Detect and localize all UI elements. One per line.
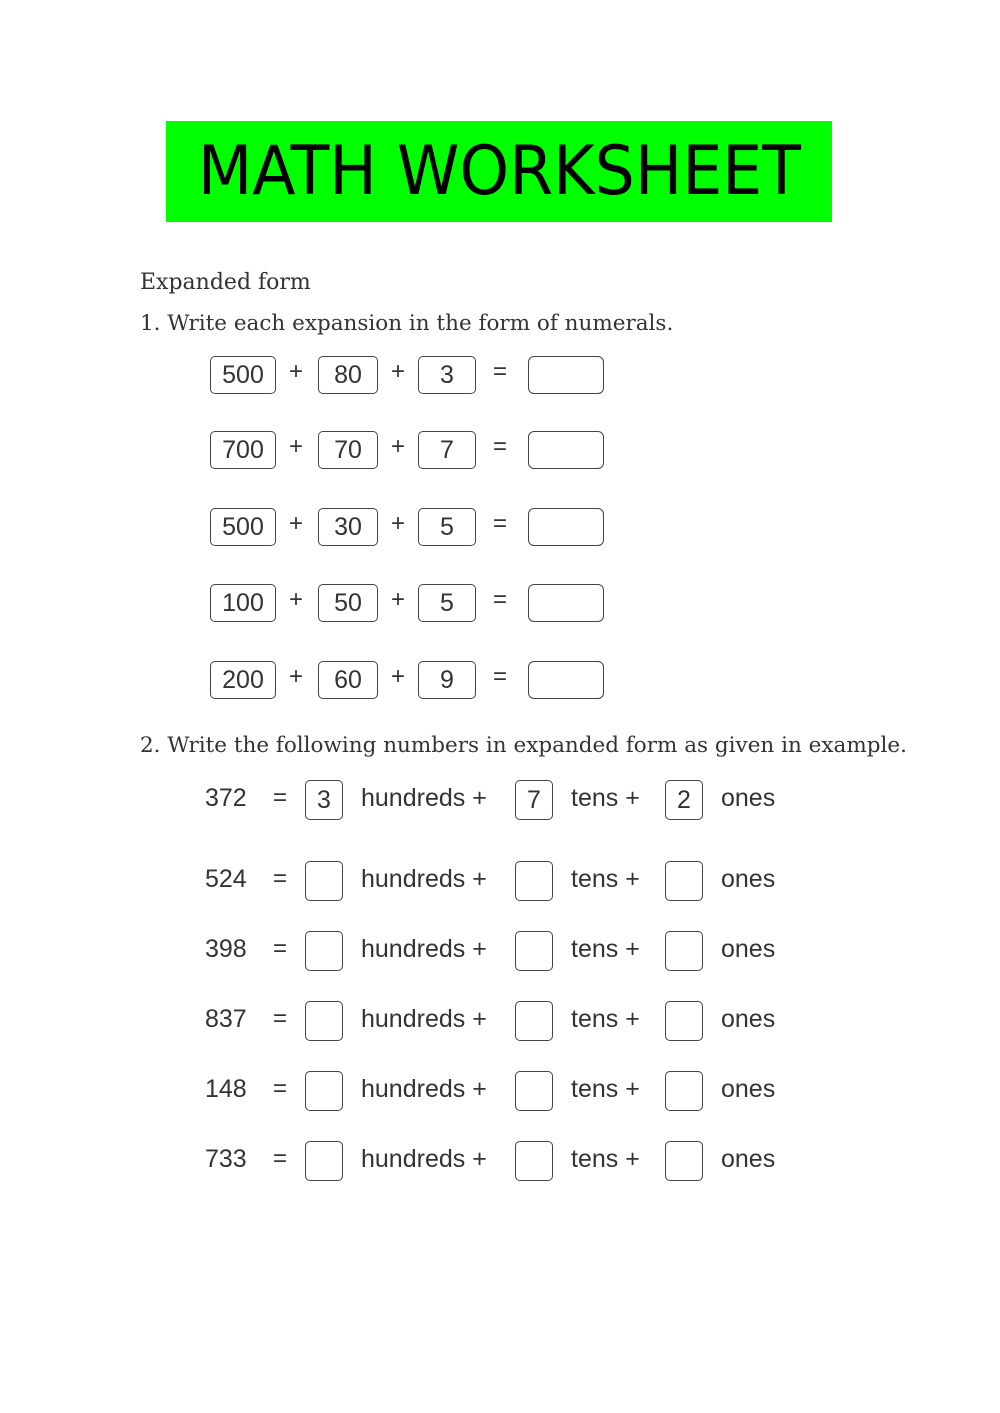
equals-sign: = xyxy=(492,586,507,613)
hundreds-input[interactable] xyxy=(305,861,343,901)
hundreds-value-box: 200 xyxy=(210,661,276,699)
expansion-row xyxy=(210,661,610,701)
answer-input[interactable] xyxy=(528,356,604,394)
ones-value-box: 5 xyxy=(418,584,476,622)
plus-sign: + xyxy=(288,510,303,537)
ones-input[interactable] xyxy=(665,780,703,820)
equals-sign: = xyxy=(492,510,507,537)
hundreds-input[interactable] xyxy=(305,931,343,971)
hundreds-value-box: 700 xyxy=(210,431,276,469)
expanded-form-row xyxy=(205,1001,825,1045)
expansion-row xyxy=(210,431,610,471)
plus-sign: + xyxy=(288,358,303,385)
ones-label: ones xyxy=(721,1005,776,1033)
answer-input[interactable] xyxy=(528,661,604,699)
tens-input[interactable] xyxy=(515,861,553,901)
ones-label: ones xyxy=(721,865,776,893)
hundreds-value-box: 500 xyxy=(210,508,276,546)
answer-input[interactable] xyxy=(528,431,604,469)
given-number: 837 xyxy=(205,1005,247,1033)
expanded-form-row xyxy=(205,861,825,905)
tens-label: tens + xyxy=(571,1145,640,1173)
answer-input[interactable] xyxy=(528,508,604,546)
ones-label: ones xyxy=(721,1075,776,1103)
expanded-form-row xyxy=(205,1141,825,1185)
tens-value-box: 50 xyxy=(318,584,378,622)
ones-input[interactable] xyxy=(665,1071,703,1111)
given-number: 524 xyxy=(205,865,247,893)
expansion-row xyxy=(210,356,610,396)
tens-input[interactable] xyxy=(515,1141,553,1181)
hundreds-value-box: 500 xyxy=(210,356,276,394)
hundreds-label: hundreds + xyxy=(361,1145,487,1173)
tens-label: tens + xyxy=(571,1005,640,1033)
tens-input[interactable] xyxy=(515,780,553,820)
given-number: 398 xyxy=(205,935,247,963)
tens-label: tens + xyxy=(571,784,640,812)
ones-value-box: 7 xyxy=(418,431,476,469)
plus-sign: + xyxy=(288,663,303,690)
expansion-row xyxy=(210,584,610,624)
tens-value-box: 70 xyxy=(318,431,378,469)
plus-sign: + xyxy=(390,433,405,460)
tens-label: tens + xyxy=(571,1075,640,1103)
ones-label: ones xyxy=(721,784,776,812)
question-2-instruction: 2. Write the following numbers in expanded form as given in example. xyxy=(140,733,907,758)
title-banner xyxy=(166,121,832,222)
tens-input[interactable] xyxy=(515,931,553,971)
given-number: 372 xyxy=(205,784,247,812)
ones-input[interactable] xyxy=(665,1001,703,1041)
plus-sign: + xyxy=(390,586,405,613)
tens-label: tens + xyxy=(571,865,640,893)
plus-sign: + xyxy=(390,663,405,690)
hundreds-label: hundreds + xyxy=(361,865,487,893)
equals-sign: = xyxy=(273,935,288,962)
equals-sign: = xyxy=(273,1145,288,1172)
given-number: 733 xyxy=(205,1145,247,1173)
hundreds-label: hundreds + xyxy=(361,1075,487,1103)
equals-sign: = xyxy=(273,784,288,811)
expansion-row xyxy=(210,508,610,548)
ones-input[interactable] xyxy=(665,931,703,971)
hundreds-input[interactable] xyxy=(305,780,343,820)
plus-sign: + xyxy=(390,358,405,385)
ones-label: ones xyxy=(721,935,776,963)
section-heading: Expanded form xyxy=(140,270,311,295)
hundreds-input[interactable] xyxy=(305,1141,343,1181)
hundreds-label: hundreds + xyxy=(361,784,487,812)
page-title: MATH WORKSHEET xyxy=(197,131,801,211)
ones-value-box: 5 xyxy=(418,508,476,546)
hundreds-label: hundreds + xyxy=(361,935,487,963)
plus-sign: + xyxy=(288,586,303,613)
equals-sign: = xyxy=(273,1075,288,1102)
tens-value-box: 60 xyxy=(318,661,378,699)
tens-input[interactable] xyxy=(515,1071,553,1111)
ones-input[interactable] xyxy=(665,1141,703,1181)
tens-input[interactable] xyxy=(515,1001,553,1041)
ones-input[interactable] xyxy=(665,861,703,901)
question-1-instruction: 1. Write each expansion in the form of numerals. xyxy=(140,311,674,336)
equals-sign: = xyxy=(492,663,507,690)
ones-label: ones xyxy=(721,1145,776,1173)
hundreds-input[interactable] xyxy=(305,1001,343,1041)
hundreds-value-box: 100 xyxy=(210,584,276,622)
hundreds-label: hundreds + xyxy=(361,1005,487,1033)
expanded-form-row xyxy=(205,931,825,975)
expanded-form-row xyxy=(205,780,825,824)
equals-sign: = xyxy=(273,1005,288,1032)
answer-input[interactable] xyxy=(528,584,604,622)
equals-sign: = xyxy=(492,358,507,385)
plus-sign: + xyxy=(288,433,303,460)
given-number: 148 xyxy=(205,1075,247,1103)
ones-value-box: 9 xyxy=(418,661,476,699)
equals-sign: = xyxy=(273,865,288,892)
tens-label: tens + xyxy=(571,935,640,963)
hundreds-input[interactable] xyxy=(305,1071,343,1111)
tens-value-box: 30 xyxy=(318,508,378,546)
plus-sign: + xyxy=(390,510,405,537)
equals-sign: = xyxy=(492,433,507,460)
expanded-form-row xyxy=(205,1071,825,1115)
ones-value-box: 3 xyxy=(418,356,476,394)
tens-value-box: 80 xyxy=(318,356,378,394)
